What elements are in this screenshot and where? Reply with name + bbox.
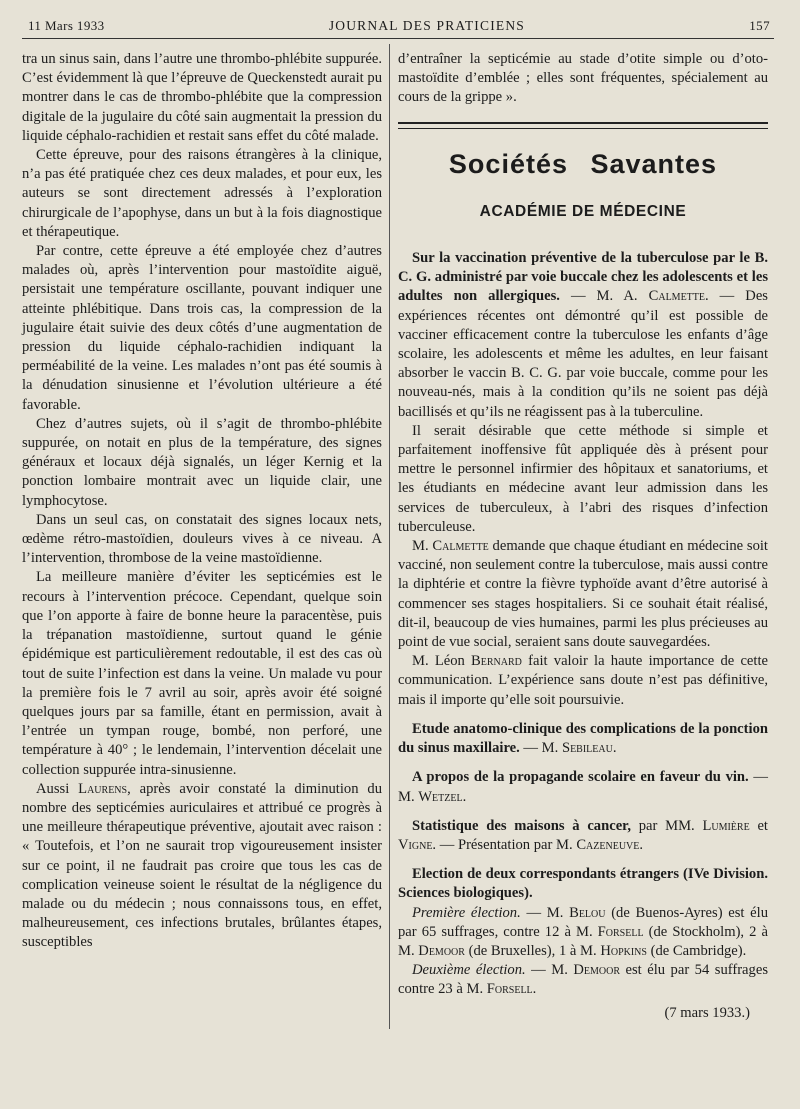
author-name: Sebileau	[561, 740, 613, 757]
article-heading: A propos de la propagande scolaire en faveur du vin.	[412, 769, 749, 786]
person-name: Forsell	[486, 981, 533, 998]
text-run: (de Bruxelles), 1 à M.	[464, 942, 601, 959]
text-run: (de Buenos-Ayres) est élu par 65 suffrages, contre 12 à M.	[398, 904, 768, 940]
author-name: Cazeneuve	[576, 836, 640, 853]
section-title: Sociétés Savantes	[448, 148, 718, 179]
header-date: 11 Mars 1933	[28, 18, 105, 33]
paragraph	[398, 961, 768, 999]
paragraph: Il serait désirable que cette méthode si simple et parfaitement inoffensive fût appliquée dès à présent pour mettre le personnel infirmier des hôpitaux et sanatoriums, et les étudiants en médecine avant leur admission dans les services de tuberculeux, à l’abri des risques d’infection tuberculeuse.	[398, 422, 768, 535]
header-rule	[22, 38, 774, 39]
article-heading: Sur la vaccination préventive de la tuberculose par le B. C. G. administré par voie buccale chez les adolescents et les adultes non allergiques.	[398, 250, 768, 305]
paragraph: Dans un seul cas, on constatait des signes locaux nets, œdème rétro-mastoïdien, douleurs vives à ce niveau. A l’intervention, thrombose de la veine mastoïdienne.	[22, 511, 382, 567]
person-name: Belou	[569, 904, 606, 921]
article-bcg	[398, 249, 768, 422]
paragraph: La meilleure manière d’éviter les septicémies est le recours à l’intervention précoce. Cependant, quelque soin que l’on apporte à faire de bonne heure la paracentèse, puis la trépanation mastoïdienne, surtout quand le génie épidémique est particulièrement redoutable, il est des cas où tout de suite l’infection est dans la veine. Un malade vu pour la première fois le 7 avril au soir, après avoir été soigné quelques jours par sa famille, étant en permission, avait à l’entrée un tympan rouge, bombé, non perforé, une température à 40° ; le lendemain, l’intervention décelait une collection suppurée intra-sinusienne.	[22, 569, 382, 778]
paragraph: d’entraîner la septicémie au stade d’otite simple ou d’oto-mastoïdite d’emblée ; elles sont fréquentes, spécialement au cours de la grippe ».	[398, 51, 768, 106]
text-run: , après avoir constaté la diminution du nombre des septicémies auriculaires et attribué ce progrès à une meilleure thérapeutique préventive, ajoutait avec raison : « Toutefois, et l’on ne saurait trop vigoureusement insister sur ce point, il ne faudrait pas croire que tous les cas de complication veineuse soient le résultat de la négligence du malade ou du médecin ; nous connaissons tous, en effet, malheureusement, ces infections brutales, brûlantes étapes, susceptibles	[22, 780, 382, 951]
paragraph: tra un sinus sain, dans l’autre une thrombo-phlébite suppurée. C’est évidemment là que l’épreuve de Queckenstedt aurait pu montrer dans le cas de thrombo-phlébite que la compression digitale de la jugulaire du côté sain augmentait la pression du liquide céphalo-rachidien et restait sans effet du côté malade.	[22, 51, 382, 144]
author-name: Calmette	[648, 288, 705, 305]
header-journal-title: JOURNAL DES PRATICIENS	[328, 18, 525, 33]
text-run: M.	[412, 538, 433, 555]
article-propagande	[398, 768, 768, 806]
person-name: Forsell	[597, 923, 644, 940]
election-label: Première élection.	[412, 904, 521, 921]
paragraph: Cette épreuve, pour des raisons étrangères à la clinique, n’a pas été pratiquée chez ces deux malades, et pour eux, les auteurs se sont directement adressés à l’exploration chirurgicale de l’apophyse, dans un but à la fois diagnostique et thérapeutique.	[22, 147, 382, 240]
left-column	[22, 50, 382, 953]
text-run: (de Stockholm), 2 à M.	[398, 923, 768, 959]
text-run: par MM.	[630, 817, 703, 834]
text-run: — M.	[398, 769, 768, 805]
text-run: — M. A.	[559, 288, 649, 305]
text-run: fait valoir la haute importance de cette communication. L’expérience sans doute n’est pas définitive, mais il importe qu’elle soit poursuivie.	[398, 653, 768, 708]
text-run: M. Léon	[412, 653, 472, 670]
author-name: Lumière	[702, 817, 750, 834]
academy-heading: ACADÉMIE DE MÉDECINE	[479, 202, 687, 220]
author-name: Calmette	[432, 538, 489, 555]
article-heading: Etude anatomo-clinique des complications de la ponction du sinus maxillaire.	[398, 720, 768, 757]
text-run: . — Des expériences récentes ont démontré qu’il est possible de vacciner efficacement contre la tuberculose les enfants d’âge scolaire, les adolescents et même les adultes, en leur faisant absorber le vaccin B. C. G. par voie buccale, comme pour les nouveau-nés, mais à la condition qu’ils ne soient pas déjà bacillisés et qu’ils ne réagissent pas à la tuberculine.	[398, 288, 768, 420]
text-run: et	[749, 817, 768, 834]
article-etude	[398, 720, 768, 758]
paragraph	[398, 652, 768, 710]
author-name: Wetzel	[418, 788, 463, 805]
text-run: .	[612, 740, 617, 757]
text-run: .	[462, 788, 467, 805]
running-header	[28, 18, 770, 38]
paragraph	[22, 780, 382, 953]
text-run: — M.	[519, 740, 562, 757]
person-name: Demoor	[418, 942, 465, 959]
text-run: — M.	[525, 962, 574, 979]
person-name: Demoor	[573, 962, 621, 979]
paragraph	[398, 537, 768, 652]
text-run: . — Présentation par M.	[432, 836, 577, 853]
paragraph: Chez d’autres sujets, où il s’agit de thrombo-phlébite suppurée, on notait en plus de la température, des signes généraux et locaux déjà signalés, un léger Kernig et la ponction lombaire montrait avec un liquide clair, une lymphocytose.	[22, 415, 382, 509]
text-run: demande que chaque étudiant en médecine soit vacciné, non seulement contre la tuberculose, mais aussi contre la diphtérie et contre la fièvre typhoïde avant d’être autorisé à commencer ses stages hospitaliers. Si ce souhait était réalisé, dit-il, beaucoup de vies humaines, parmi les plus précieuses au point de vue social, seraient sans doute sauvegardées.	[398, 538, 768, 651]
text-run: (de Cambridge).	[646, 942, 747, 959]
paragraph	[398, 904, 768, 962]
article-heading: Statistique des maisons à cancer,	[412, 817, 631, 834]
text-run: Aussi	[36, 780, 79, 797]
person-name: Hopkins	[600, 942, 647, 959]
section-rule	[398, 122, 768, 129]
session-date: (7 mars 1933.)	[664, 1004, 750, 1021]
text-run: .	[639, 836, 644, 853]
right-column	[398, 50, 768, 1023]
article-heading: Election de deux correspondants étrangers (IVe Division. Sciences biologiques).	[398, 866, 768, 902]
paragraph: Par contre, cette épreuve a été employée chez d’autres malades où, après l’intervention pour mastoïdite aiguë, persistait une température oscillante, pouvant indiquer une atteinte phlébitique. Dans trois cas, la compression de la jugulaire était suivie des deux côtés d’une augmentation de pression du liquide céphalo-rachidien indiquant la perméabilité de la veine. Les malades n’ont pas été soumis à la dénudation sinusienne et l’évolution ultérieure a été favorable.	[22, 243, 382, 413]
text-run: .	[532, 981, 537, 998]
election-label: Deuxième élection.	[412, 962, 526, 979]
author-name: Bernard	[471, 653, 522, 670]
author-name: Vigne	[398, 836, 433, 853]
text-run: — M.	[520, 904, 570, 921]
header-page-number: 157	[749, 18, 770, 33]
author-name: Laurens	[78, 780, 128, 797]
article-statistique	[398, 817, 768, 855]
column-divider	[389, 44, 390, 1029]
text-run: est élu par 54 suffrages contre 23 à M.	[398, 962, 768, 998]
